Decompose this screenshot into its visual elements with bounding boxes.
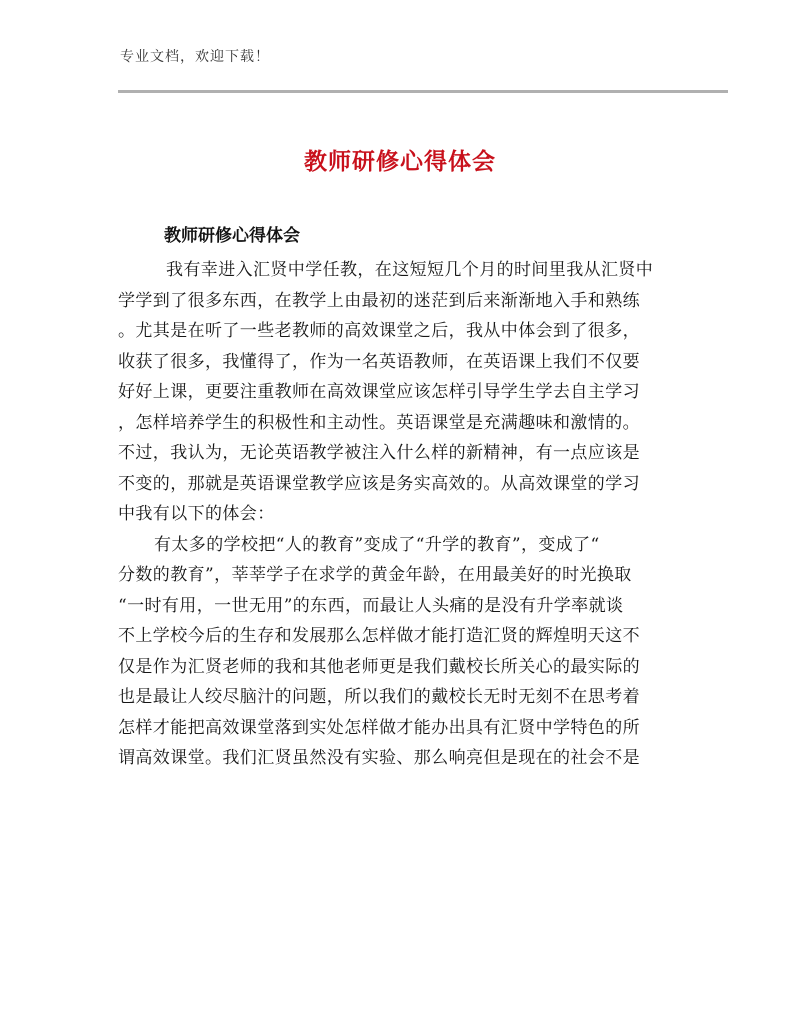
document-body xyxy=(118,255,698,774)
header-divider xyxy=(118,90,728,93)
paragraph-line: ，怎样培养学生的积极性和主动性。英语课堂是充满趣味和激情的。 xyxy=(118,412,640,433)
paragraph-line: 中我有以下的体会： xyxy=(118,504,275,524)
paragraph-line: “一时有用，一世无用”的东西，而最让人头痛的是没有升学率就谈 xyxy=(118,595,624,616)
document-subtitle: 教师研修心得体会 xyxy=(164,226,300,246)
paragraph-line: 怎样才能把高效课堂落到实处怎样做才能办出具有汇贤中学特色的所 xyxy=(118,717,640,738)
paragraph-line: 收获了很多，我懂得了，作为一名英语教师，在英语课上我们不仅要 xyxy=(118,351,640,372)
paragraph-line: 仅是作为汇贤老师的我和其他老师更是我们戴校长所关心的最实际的 xyxy=(118,656,640,677)
paragraph-line: 。尤其是在听了一些老教师的高效课堂之后，我从中体会到了很多， xyxy=(118,321,640,341)
document-title: 教师研修心得体会 xyxy=(304,149,496,175)
paragraph-line: 不过，我认为，无论英语教学被注入什么样的新精神，有一点应该是 xyxy=(118,443,640,463)
paragraph-line: 不上学校今后的生存和发展那么怎样做才能打造汇贤的辉煌明天这不 xyxy=(118,626,640,646)
paragraph-line: 我有幸进入汇贤中学任教，在这短短几个月的时间里我从汇贤中 xyxy=(166,260,654,280)
header-note: 专业文档，欢迎下载！ xyxy=(120,49,270,65)
paragraph-line: 不变的，那就是英语课堂教学应该是务实高效的。从高效课堂的学习 xyxy=(118,473,640,494)
paragraph-line: 有太多的学校把“人的教育”变成了“升学的教育”，变成了“ xyxy=(154,534,600,555)
paragraph-line: 分数的教育”，莘莘学子在求学的黄金年龄，在用最美好的时光换取 xyxy=(118,565,632,585)
paragraph-line: 好好上课，更要注重教师在高效课堂应该怎样引导学生学去自主学习 xyxy=(118,382,640,402)
paragraph-line: 谓高效课堂。我们汇贤虽然没有实验、那么响亮但是现在的社会不是 xyxy=(118,748,640,768)
paragraph-line: 学学到了很多东西，在教学上由最初的迷茫到后来渐渐地入手和熟练 xyxy=(118,290,640,311)
paragraph-line: 也是最让人绞尽脑汁的问题，所以我们的戴校长无时无刻不在思考着 xyxy=(118,687,640,707)
